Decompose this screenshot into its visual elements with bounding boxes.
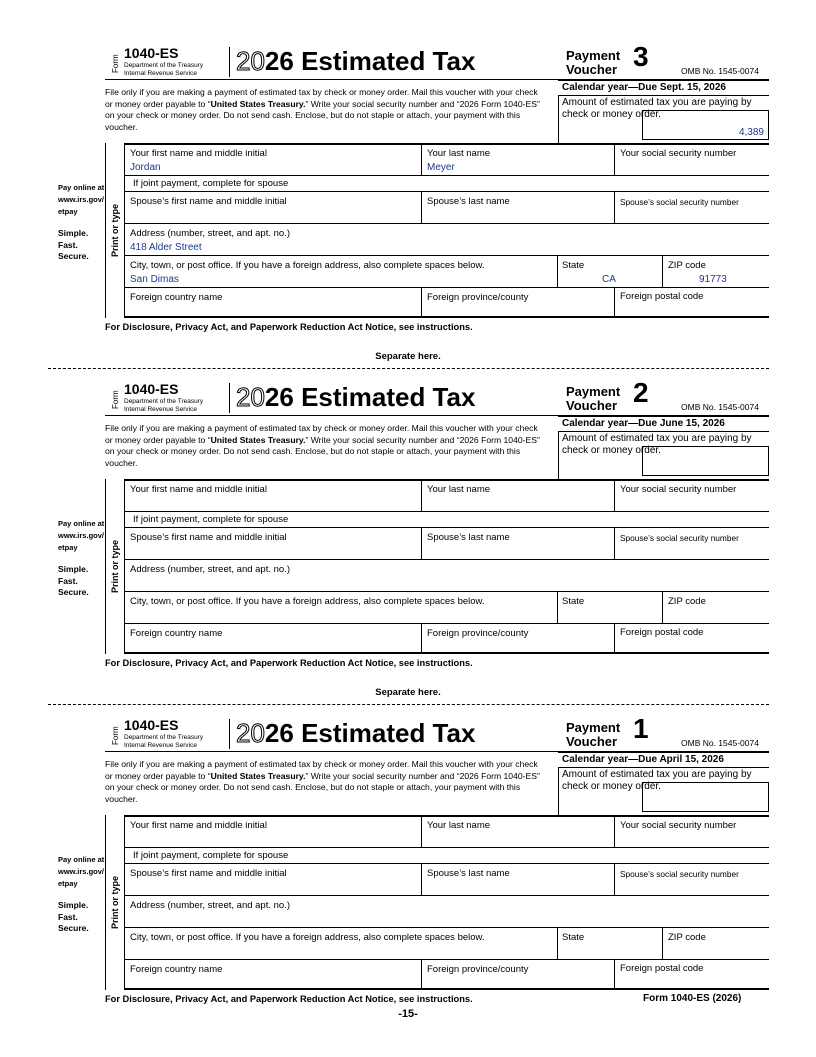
col-rule [557,255,558,287]
col-rule [421,481,422,511]
fast-text: Fast. [58,575,78,586]
address-label: Address (number, street, and apt. no.) [130,900,291,911]
row-rule [125,527,769,528]
fast-text: Fast. [58,911,78,922]
foreign-postal-label: Foreign postal code [620,291,704,302]
joint-payment-label: If joint payment, complete for spouse [133,850,289,861]
due-date: Calendar year—Due April 15, 2026 [562,754,724,765]
simple-text: Simple. [58,900,89,910]
voucher-3 [0,41,816,367]
amount-field[interactable] [642,782,769,812]
row-rule [125,559,769,560]
print-or-type-label [105,815,125,990]
col-rule [614,817,615,847]
header-rule-thick [558,79,769,81]
pay-online-path: etpay [58,207,78,216]
col-rule [614,623,615,654]
pay-online-line: Pay online at [58,855,105,864]
address-label: Address (number, street, and apt. no.) [130,564,291,575]
instructions-part-1: File only if you are making a payment of estimated tax by check or money order. Mail this voucher with your check or money order payable to “ [105,759,538,781]
separate-here-label: Separate here. [375,687,441,698]
row-rule [125,591,769,592]
omb-number: OMB No. 1545-0074 [681,738,759,748]
form-word: Form [111,726,120,746]
department-label [124,734,203,750]
joint-payment-label: If joint payment, complete for spouse [133,514,289,525]
col-rule [421,191,422,223]
zip-label: ZIP code [668,596,706,607]
row-rule [125,223,769,224]
state-label: State [562,260,585,271]
row-rule [125,863,769,864]
form-word: Form [111,390,120,410]
amount-divider [558,767,559,815]
title-year-outline: 20 [236,718,265,748]
voucher-label: Voucher [566,398,618,413]
title-year-outline: 20 [236,382,265,412]
col-rule [662,255,663,287]
row-rule [125,191,769,192]
taxpayer-info-grid [125,479,769,654]
print-or-type-text: Print or type [110,203,120,257]
foreign-country-label: Foreign country name [130,628,223,639]
amount-divider [558,431,559,479]
pay-online-note [58,854,104,935]
col-rule [662,927,663,959]
dept-line-2: Internal Revenue Service [124,742,197,749]
col-rule [421,817,422,847]
voucher-number: 2 [633,377,649,408]
spouse-first-name-label: Spouse’s first name and middle initial [130,532,287,543]
form-title [236,718,475,749]
instructions-part-2: ” Write your social security number and “2026 Form 1040-ES” on your check or money order. Do not send cash. Enclose, but do not staple or attach, your payment with this voucher. [105,98,540,132]
col-rule [614,191,615,223]
header-divider [229,383,230,413]
col-rule [421,863,422,895]
pay-online-note [58,182,104,263]
payment-label: Payment [566,384,621,399]
header-divider [229,719,230,749]
spouse-first-name-label: Spouse’s first name and middle initial [130,196,287,207]
payment-voucher-label [566,721,620,749]
omb-number: OMB No. 1545-0074 [681,66,759,76]
row-rule [125,175,769,176]
title-year-outline: 20 [236,46,265,76]
spouse-last-name-label: Spouse’s last name [427,868,510,879]
city-label: City, town, or post office. If you have a foreign address, also complete spaces below. [130,596,485,607]
fast-text: Fast. [58,239,78,250]
dept-line-1: Department of the Treasury [124,398,204,405]
row-rule [125,847,769,848]
col-rule [421,623,422,654]
col-rule [421,145,422,175]
ssn-label: Your social security number [620,148,737,159]
col-rule [557,927,558,959]
ssn-label: Your social security number [620,484,737,495]
dept-line-1: Department of the Treasury [124,62,204,69]
form-title [236,382,475,413]
amount-label: Amount of estimated tax you are paying by check or money order. [562,769,752,792]
cut-line [48,704,769,705]
col-rule [421,287,422,318]
state-field[interactable]: CA [602,274,616,285]
zip-field[interactable]: 91773 [699,274,727,285]
dept-line-2: Internal Revenue Service [124,70,197,77]
col-rule [614,287,615,318]
pay-online-note [58,518,104,599]
amount-divider [558,95,559,143]
row-rule [125,287,769,288]
voucher-number: 1 [633,713,649,744]
foreign-postal-label: Foreign postal code [620,627,704,638]
instructions-payee: United States Treasury. [210,770,306,781]
amount-field[interactable] [642,110,769,140]
city-label: City, town, or post office. If you have a foreign address, also complete spaces below. [130,932,485,943]
instructions-part-1: File only if you are making a payment of estimated tax by check or money order. Mail this voucher with your check or money order payable to “ [105,87,538,109]
joint-payment-label: If joint payment, complete for spouse [133,178,289,189]
due-date: Calendar year—Due June 15, 2026 [562,418,725,429]
payment-voucher-label [566,385,620,413]
address-field[interactable]: 418 Alder Street [130,242,202,253]
col-rule [614,481,615,511]
secure-text: Secure. [58,923,89,933]
instructions-text [105,759,545,805]
due-date-rule [558,767,769,768]
due-date-rule [558,95,769,96]
secure-text: Secure. [58,587,89,597]
disclosure-note: For Disclosure, Privacy Act, and Paperwork Reduction Act Notice, see instructions. [105,322,473,332]
foreign-province-label: Foreign province/county [427,292,529,303]
pay-online-url: www.irs.gov/ [58,195,104,204]
simple-text: Simple. [58,564,89,574]
header-divider [229,47,230,77]
pay-online-path: etpay [58,543,78,552]
col-rule [557,591,558,623]
spouse-first-name-label: Spouse’s first name and middle initial [130,868,287,879]
form-number: 1040-ES [124,45,179,61]
address-label: Address (number, street, and apt. no.) [130,228,291,239]
first-name-field[interactable]: Jordan [130,162,161,173]
state-label: State [562,596,585,607]
last-name-label: Your last name [427,820,491,831]
spouse-ssn-label: Spouse’s social security number [620,869,739,879]
pay-online-line: Pay online at [58,183,105,192]
voucher-1 [0,713,816,1039]
pay-online-path: etpay [58,879,78,888]
payment-voucher-label [566,49,620,77]
print-or-type-label [105,143,125,318]
first-name-label: Your first name and middle initial [130,484,267,495]
dept-line-1: Department of the Treasury [124,734,204,741]
state-label: State [562,932,585,943]
first-name-label: Your first name and middle initial [130,820,267,831]
print-or-type-text: Print or type [110,875,120,929]
voucher-label: Voucher [566,734,618,749]
amount-field[interactable] [642,446,769,476]
zip-label: ZIP code [668,260,706,271]
city-label: City, town, or post office. If you have a foreign address, also complete spaces below. [130,260,485,271]
voucher-number: 3 [633,41,649,72]
foreign-country-label: Foreign country name [130,964,223,975]
last-name-field[interactable]: Meyer [427,162,455,173]
separate-here-label: Separate here. [375,351,441,362]
omb-number: OMB No. 1545-0074 [681,402,759,412]
simple-text: Simple. [58,228,89,238]
spouse-last-name-label: Spouse’s last name [427,196,510,207]
instructions-part-2: ” Write your social security number and “2026 Form 1040-ES” on your check or money order. Do not send cash. Enclose, but do not staple or attach, your payment with this voucher. [105,434,540,468]
form-word: Form [111,54,120,74]
row-rule [125,895,769,896]
amount-value: 4,389 [738,127,764,138]
row-rule [125,255,769,256]
zip-label: ZIP code [668,932,706,943]
department-label [124,398,203,414]
due-date: Calendar year—Due Sept. 15, 2026 [562,82,726,93]
pay-online-url: www.irs.gov/ [58,531,104,540]
title-rest: 26 Estimated Tax [264,382,476,412]
form-title [236,46,475,77]
col-rule [614,959,615,990]
secure-text: Secure. [58,251,89,261]
voucher-label: Voucher [566,62,618,77]
instructions-payee: United States Treasury. [210,98,306,109]
row-rule [125,511,769,512]
pay-online-url: www.irs.gov/ [58,867,104,876]
spouse-ssn-label: Spouse’s social security number [620,197,739,207]
cut-line [48,368,769,369]
due-date-rule [558,431,769,432]
ssn-label: Your social security number [620,820,737,831]
disclosure-note: For Disclosure, Privacy Act, and Paperwork Reduction Act Notice, see instructions. [105,658,473,668]
col-rule [614,527,615,559]
instructions-text [105,423,545,469]
row-rule [125,927,769,928]
amount-label: Amount of estimated tax you are paying by check or money order. [562,433,752,456]
taxpayer-info-grid [125,815,769,990]
print-or-type-text: Print or type [110,539,120,593]
disclosure-note: For Disclosure, Privacy Act, and Paperwork Reduction Act Notice, see instructions. [105,994,473,1004]
col-rule [421,527,422,559]
header-rule-thick [558,415,769,417]
payment-label: Payment [566,720,621,735]
taxpayer-info-grid [125,143,769,318]
header-rule-thick [558,751,769,753]
city-field[interactable]: San Dimas [130,274,179,285]
instructions-payee: United States Treasury. [210,434,306,445]
title-rest: 26 Estimated Tax [264,718,476,748]
col-rule [614,145,615,175]
voucher-2 [0,377,816,703]
foreign-province-label: Foreign province/county [427,628,529,639]
payment-label: Payment [566,48,621,63]
spouse-last-name-label: Spouse’s last name [427,532,510,543]
foreign-province-label: Foreign province/county [427,964,529,975]
page-number: -15- [398,1008,418,1020]
row-rule [125,959,769,960]
last-name-label: Your last name [427,148,491,159]
department-label [124,62,203,78]
col-rule [421,959,422,990]
dept-line-2: Internal Revenue Service [124,406,197,413]
first-name-label: Your first name and middle initial [130,148,267,159]
spouse-ssn-label: Spouse’s social security number [620,533,739,543]
col-rule [614,863,615,895]
foreign-country-label: Foreign country name [130,292,223,303]
instructions-text [105,87,545,133]
form-number: 1040-ES [124,717,179,733]
foreign-postal-label: Foreign postal code [620,963,704,974]
title-rest: 26 Estimated Tax [264,46,476,76]
pay-online-line: Pay online at [58,519,105,528]
print-or-type-label [105,479,125,654]
amount-label: Amount of estimated tax you are paying by check or money order. [562,97,752,120]
instructions-part-2: ” Write your social security number and “2026 Form 1040-ES” on your check or money order. Do not send cash. Enclose, but do not staple or attach, your payment with this voucher. [105,770,540,804]
last-name-label: Your last name [427,484,491,495]
form-number: 1040-ES [124,381,179,397]
row-rule [125,623,769,624]
footer-form-label: Form 1040-ES (2026) [643,993,742,1004]
col-rule [662,591,663,623]
instructions-part-1: File only if you are making a payment of estimated tax by check or money order. Mail this voucher with your check or money order payable to “ [105,423,538,445]
